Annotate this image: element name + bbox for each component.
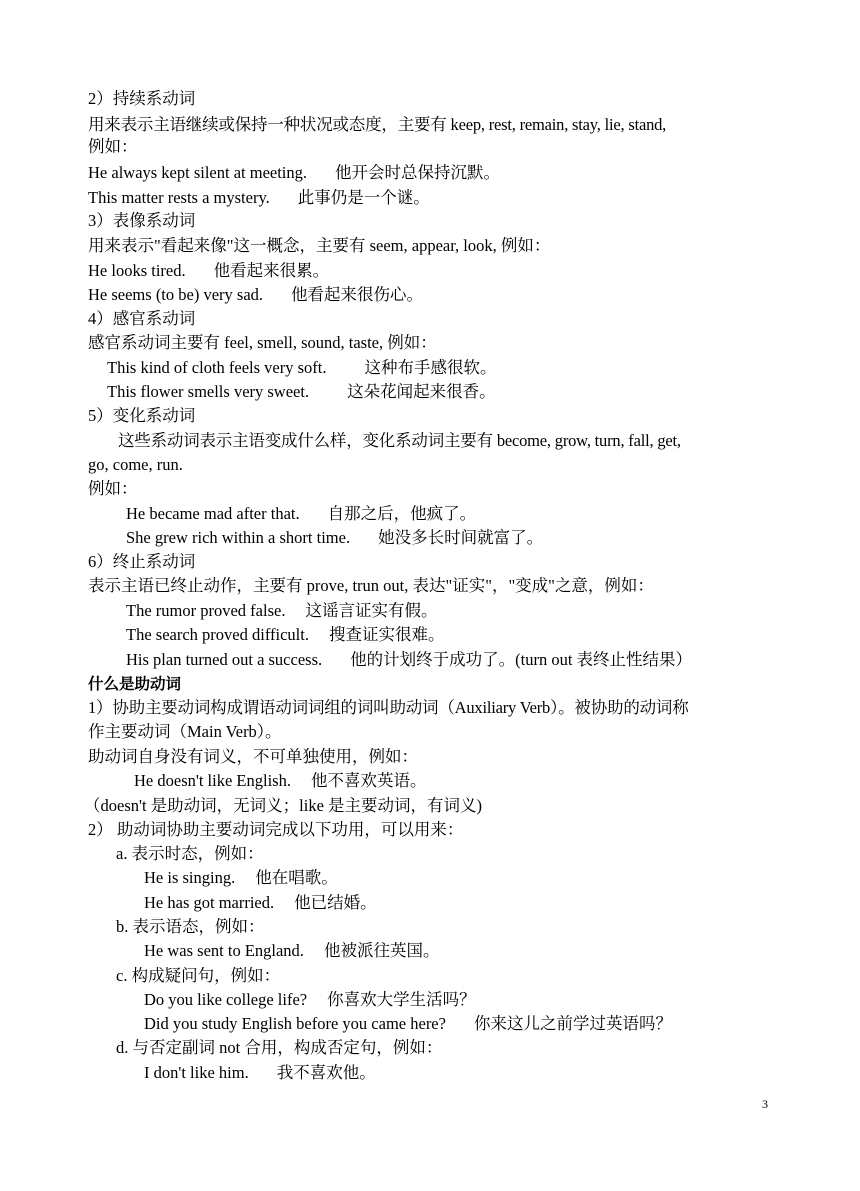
example-sentence: The search proved difficult. 搜查证实很难。	[126, 625, 445, 644]
example-sentence: This matter rests a mystery. 此事仍是一个谜。	[88, 188, 430, 207]
paragraph: 例如：	[88, 137, 138, 156]
example-sentence: He was sent to England. 他被派往英国。	[144, 941, 440, 960]
heading-auxiliary-functions: 2） 助动词协助主要动词完成以下功用，可以用来：	[88, 820, 464, 839]
list-item-c: c. 构成疑问句，例如：	[116, 966, 281, 985]
heading-continuing-linking-verbs: 2）持续系动词	[88, 89, 196, 108]
example-sentence: Do you like college life? 你喜欢大学生活吗？	[144, 990, 476, 1009]
heading-change-linking-verbs: 5）变化系动词	[88, 406, 196, 425]
paragraph: 感官系动词主要有 feel, smell, sound, taste, 例如：	[88, 333, 437, 352]
example-sentence: This kind of cloth feels very soft. 这种布手感很软。	[107, 358, 497, 377]
page-number: 3	[762, 1097, 768, 1111]
paragraph-note: （doesn't 是助动词，无词义；like 是主要动词，有词义)	[84, 796, 483, 815]
paragraph: go, come, run.	[88, 455, 183, 474]
list-item-a: a. 表示时态，例如：	[116, 844, 264, 863]
example-sentence: He doesn't like English. 他不喜欢英语。	[134, 771, 427, 790]
example-sentence: Did you study English before you came here? 你来这儿之前学过英语吗？	[144, 1014, 672, 1033]
example-sentence: She grew rich within a short time. 她没多长时间就富了。	[126, 528, 544, 547]
heading-sense-linking-verbs: 4）感官系动词	[88, 309, 196, 328]
paragraph: 这些系动词表示主语变成什么样，变化系动词主要有 become, grow, turn, fall, get,	[118, 431, 681, 450]
example-sentence: He seems (to be) very sad. 他看起来很伤心。	[88, 285, 424, 304]
example-sentence: I don't like him. 我不喜欢他。	[144, 1063, 376, 1082]
heading-termination-linking-verbs: 6）终止系动词	[88, 552, 196, 571]
example-sentence: This flower smells very sweet. 这朵花闻起来很香。	[107, 382, 496, 401]
example-sentence: His plan turned out a success. 他的计划终于成功了。(turn out 表终止性结果）	[126, 650, 693, 669]
paragraph: 助动词自身没有词义，不可单独使用，例如：	[88, 747, 418, 766]
example-sentence: He looks tired. 他看起来很累。	[88, 261, 330, 280]
list-item-d: d. 与否定副词 not 合用，构成否定句，例如：	[116, 1038, 443, 1057]
example-sentence: He is singing. 他在唱歌。	[144, 868, 338, 887]
paragraph: 用来表示主语继续或保持一种状况或态度，主要有 keep, rest, remain, stay, lie, stand,	[88, 115, 667, 134]
example-sentence: He always kept silent at meeting. 他开会时总保持沉默。	[88, 163, 501, 182]
example-sentence: He has got married. 他已结婚。	[144, 893, 377, 912]
list-item-b: b. 表示语态，例如：	[116, 917, 265, 936]
example-sentence: The rumor proved false. 这谣言证实有假。	[126, 601, 438, 620]
paragraph: 用来表示"看起来像"这一概念，主要有 seem, appear, look, 例如：	[88, 236, 551, 255]
paragraph: 表示主语已终止动作，主要有 prove, trun out, 表达"证实"，"变成"之意，例如：	[88, 576, 654, 595]
paragraph: 作主要动词（Main Verb）。	[88, 722, 282, 741]
section-title-auxiliary-verbs: 什么是助动词	[88, 675, 182, 693]
paragraph: 1）协助主要动词构成谓语动词词组的词叫助动词（Auxiliary Verb）。被协助的动词称	[88, 698, 689, 717]
paragraph: 例如：	[88, 479, 138, 498]
heading-appearance-linking-verbs: 3）表像系动词	[88, 211, 196, 230]
example-sentence: He became mad after that. 自那之后，他疯了。	[126, 504, 477, 523]
